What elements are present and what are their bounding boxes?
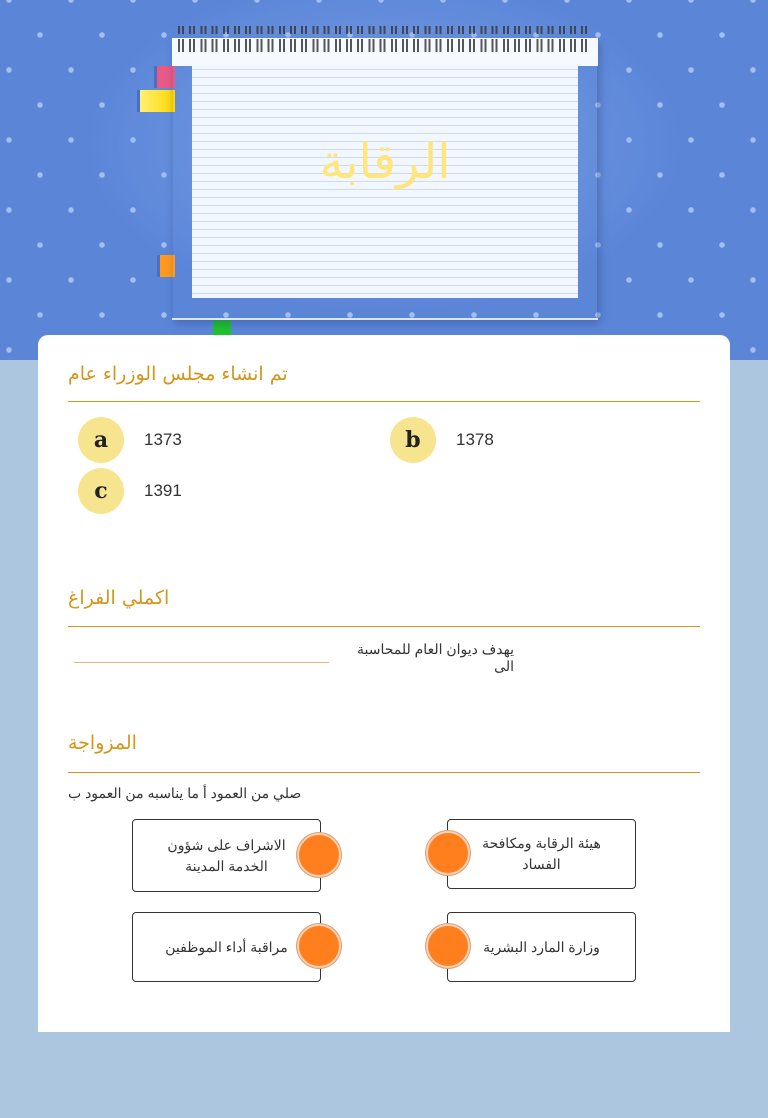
match-item-left-2[interactable] [132,912,321,982]
match-connector-dot-left-2[interactable] [297,924,341,968]
question-3-title: المزواجة [68,732,137,754]
option-value: 1373 [144,430,182,449]
fill-blank-input[interactable] [74,639,329,663]
header-banner [0,0,768,360]
option-value: 1391 [144,481,182,500]
option-letter-badge: a [78,417,124,463]
match-item-text: هيئة الرقابة ومكافحة الفساد [482,835,601,872]
match-item-text: وزارة المارد البشرية [483,938,600,955]
option-letter-badge: c [78,468,124,514]
option-value: 1378 [456,430,494,449]
page-title: الرقابة [319,134,451,190]
match-connector-dot-right-2[interactable] [426,924,470,968]
match-connector-dot-right-1[interactable] [426,831,470,875]
divider [68,626,700,627]
quiz-card [38,335,730,1032]
match-item-text: الاشراف على شؤون الخدمة المدينة [167,836,286,874]
match-item-left-1[interactable] [132,819,321,892]
question-2-title: اكملي الفراغ [68,587,170,609]
divider [68,772,700,773]
spiral-binding-icon [178,26,588,52]
notebook-page [172,38,598,320]
notebook-tab-yellow [140,90,175,112]
notebook-tab-green [213,320,231,336]
option-a[interactable] [78,417,182,463]
fill-blank-sentence: يهدف ديوان العام للمحاسبة الى [356,641,514,674]
matching-instruction: صلي من العمود أ ما يناسبه من العمود ب [68,785,302,801]
question-1-title: تم انشاء مجلس الوزراء عام [68,363,288,385]
match-item-right-2[interactable] [447,912,636,982]
divider [68,401,700,402]
match-connector-dot-left-1[interactable] [297,833,341,877]
option-c[interactable] [78,468,182,514]
option-letter-badge: b [390,417,436,463]
match-item-text: مراقبة أداء الموظفين [165,938,288,955]
match-item-right-1[interactable] [447,819,636,889]
option-b[interactable] [390,417,494,463]
